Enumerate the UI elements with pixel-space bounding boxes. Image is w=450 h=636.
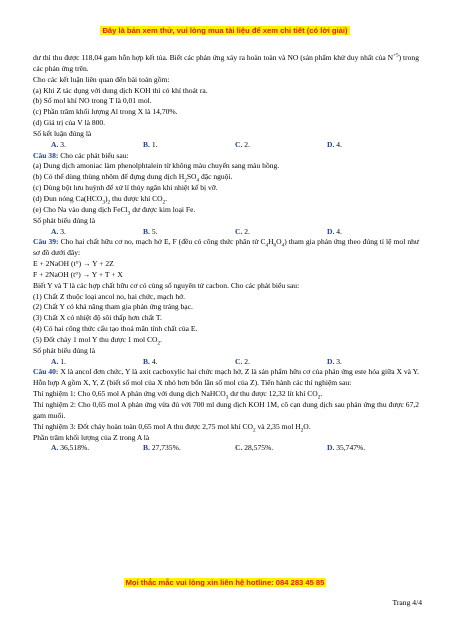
- statement-b: (b) Có thể dùng thùng nhôm để đựng dung dịch $H_2SO_4$ đặc nguội.: [33, 172, 233, 184]
- question-label: Câu 39:: [33, 237, 59, 247]
- option-c[interactable]: C. 2.: [235, 139, 250, 149]
- reaction-2: F + 2NaOH (t°) → Y + T + X: [33, 269, 123, 279]
- answer-options: [33, 227, 419, 238]
- option-a[interactable]: A. 36,518%.: [51, 443, 90, 453]
- conclusion-d: (d) Giá trị của V là 800.: [33, 118, 106, 128]
- question-label: Câu 40:: [33, 367, 59, 377]
- preview-banner: [0, 26, 450, 35]
- count-label: Phần trăm khối lượng của Z trong A là: [33, 432, 150, 442]
- answer-options: [33, 140, 419, 151]
- option-a[interactable]: A. 1.: [51, 356, 66, 366]
- page-number: Trang 4/4: [392, 598, 422, 607]
- experiment-3: Thí nghiệm 3: Đốt cháy hoàn toàn 0,65 mol A thu được 2,75 mol khí $CO_2$ và 2,35 mol $H_2O$.: [33, 421, 311, 434]
- option-c[interactable]: C. 2.: [235, 356, 250, 366]
- experiment-2: Thí nghiệm 2: Cho 0,65 mol A phản ứng vừa đủ với 700 ml dung dịch KOH 1M, cô cạn dung dịch sau phản ứng thu được 67,2 gam muối.: [33, 400, 419, 420]
- answer-options: [33, 443, 419, 454]
- statement-2: (2) Chất Y có khả năng tham gia phản ứng tráng bạc.: [33, 302, 193, 312]
- option-d[interactable]: D. 35,747%.: [327, 443, 366, 453]
- document-body: [33, 53, 419, 454]
- statement-4: (4) Có hai công thức cấu tạo thoả mãn tính chất của E.: [33, 324, 198, 334]
- option-d[interactable]: D. 4.: [327, 139, 342, 149]
- conclusion-b: (b) Số mol khí NO trong T là 0,01 mol.: [33, 96, 152, 106]
- intro-text: dư thì thu được 118,04 gam hỗn hợp kết tủa. Biết các phản ứng xảy ra hoàn toàn và NO (sản phẩm khử duy nhất của $N^{+5}$) trong các phản ứng trên.: [33, 52, 419, 73]
- option-b[interactable]: B. 5.: [143, 226, 158, 236]
- statement-c: (c) Dùng bột lưu huỳnh để xử lí thủy ngân khi nhiệt kế bị vỡ.: [33, 183, 218, 193]
- question-40: Câu 40: X là ancol đơn chức, Y là axit cacboxylic hai chức mạch hở, Z là sản phẩm hữu cơ của phản ứng este hóa giữa X và Y. Hỗn hợp A gồm X, Y, Z (biết số mol của X nhỏ hơn bốn lần số mol của Z). Tiến hành các thí nghiệm sau:: [33, 367, 420, 388]
- conclusion-c: (c) Phần trăm khối lượng Al trong X là 14,70%.: [33, 107, 178, 117]
- experiment-1: Thí nghiệm 1: Cho 0,65 mol A phản ứng với dung dịch NaHCO$_3$ dư thu được 12,32 lít khí $CO_2$.: [33, 389, 323, 401]
- count-label: Số phát biểu đúng là: [33, 345, 96, 355]
- conclusion-a: (a) Khi Z tác dụng với dung dịch KOH thì có khí thoát ra.: [33, 85, 208, 95]
- question-note: Biết Y và T là các hợp chất hữu cơ có cùng số nguyên tử cacbon. Cho các phát biểu sau:: [33, 280, 300, 290]
- reaction-1: E + 2NaOH (t°) → Y + 2Z: [33, 259, 114, 269]
- question-38: Câu 38: Cho các phát biểu sau:: [33, 150, 129, 160]
- answer-options: [33, 357, 419, 368]
- statement-a: (a) Dung dịch amoniac làm phenolphtalein từ không màu chuyển sang màu hồng.: [33, 161, 280, 171]
- statement-e: (e) Cho Na vào dung dịch FeCl$_3$ dư được kim loại Fe.: [33, 204, 196, 217]
- hotline-text: Mọi thắc mắc vui lòng xin liên hệ hotline: 084 283 45 85: [125, 578, 325, 587]
- option-c[interactable]: C. 2.: [235, 226, 250, 236]
- statement-1: (1) Chất Z thuộc loại ancol no, hai chức, mạch hở.: [33, 291, 186, 301]
- statement-5: (5) Đốt cháy 1 mol Y thu được 1 mol $CO_2$.: [33, 334, 162, 347]
- option-a[interactable]: A. 3.: [51, 226, 66, 236]
- question-label: Câu 38:: [33, 150, 59, 160]
- option-b[interactable]: B. 1.: [143, 139, 158, 149]
- option-d[interactable]: D. 3.: [327, 356, 342, 366]
- hotline-footer: [0, 578, 450, 587]
- option-a[interactable]: A. 3.: [51, 139, 66, 149]
- statement-d: (d) Đun nóng $Ca(HCO_3)_2$ thu được khí $CO_2$.: [33, 193, 168, 206]
- option-b[interactable]: B. 27,735%.: [143, 443, 181, 453]
- option-d[interactable]: D. 4.: [327, 226, 342, 236]
- question-39: Câu 39: Cho hai chất hữu cơ no, mạch hở E, F (đều có công thức phân tử $C_4H_6O_4$) tham gia phản ứng theo đúng tỉ lệ mol như sơ đồ dưới đây:: [33, 237, 419, 258]
- option-c[interactable]: C. 28,575%.: [235, 443, 274, 453]
- option-b[interactable]: B. 4.: [143, 356, 158, 366]
- statement-3: (3) Chất X có nhiệt độ sôi thấp hơn chất T.: [33, 313, 162, 323]
- count-label: Số kết luận đúng là: [33, 128, 92, 138]
- count-label: Số phát biểu đúng là: [33, 215, 96, 225]
- intro-line: Cho các kết luận liên quan đến bài toán gồm:: [33, 74, 170, 84]
- preview-banner-text: Đây là bản xem thử, vui lòng mua tài liệu để xem chi tiết (có lời giải): [102, 26, 348, 35]
